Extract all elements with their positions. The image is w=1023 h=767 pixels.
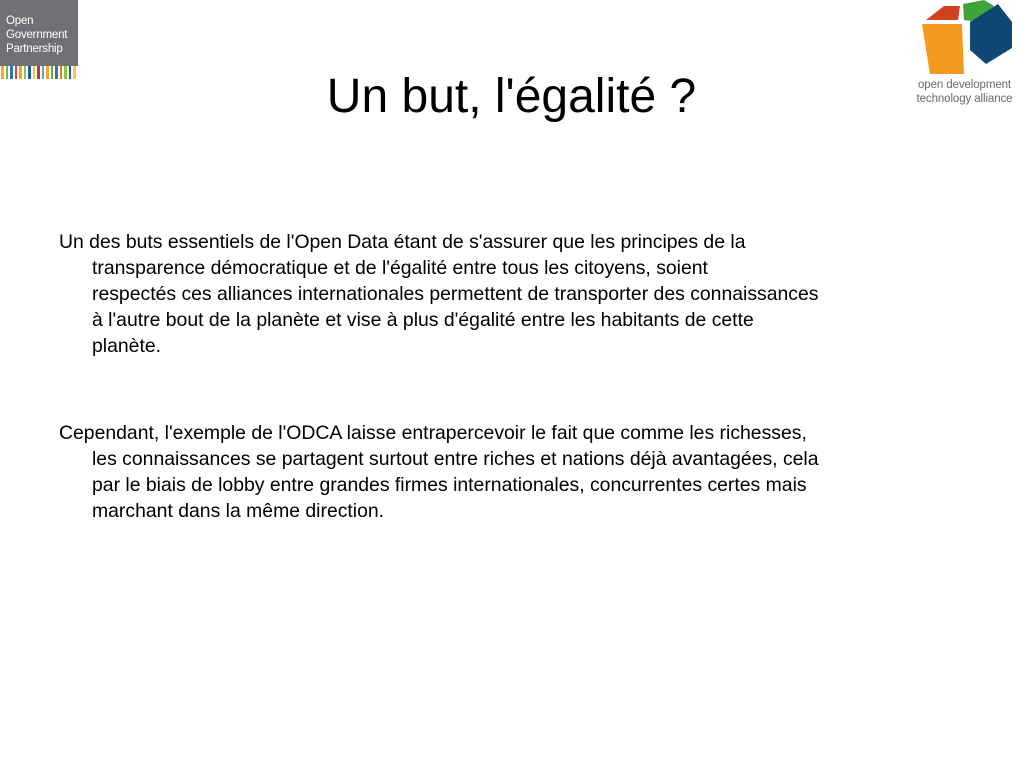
paragraph-line: transparence démocratique et de l'égalité entre tous les citoyens, soient bbox=[92, 257, 708, 279]
odca-cube-mark bbox=[920, 0, 1014, 76]
ogp-logo-text bbox=[6, 14, 67, 56]
body-paragraph bbox=[59, 420, 819, 524]
paragraph-line: Un des buts essentiels de l'Open Data étant de s'assurer que les principes de la bbox=[59, 231, 746, 253]
odca-logo-line: open development bbox=[917, 79, 1012, 91]
slide-title: Un but, l'égalité ? bbox=[326, 70, 697, 123]
ogp-logo-line: Government bbox=[6, 29, 68, 41]
paragraph-line: marchant dans la même direction. bbox=[92, 500, 385, 522]
body-paragraph bbox=[59, 229, 818, 359]
ogp-logo-line: Partnership bbox=[6, 43, 63, 55]
paragraph-line: à l'autre bout de la planète et vise à plus d'égalité entre les habitants de cette bbox=[92, 309, 754, 331]
ogp-logo-line: Open bbox=[6, 15, 34, 27]
paragraph-line: respectés ces alliances internationales permettent de transporter des connaissances bbox=[92, 283, 819, 305]
paragraph-line: les connaissances se partagent surtout entre riches et nations déjà avantagées, cela bbox=[92, 448, 819, 470]
paragraph-line: planète. bbox=[92, 335, 162, 357]
odca-logo-line: technology alliance bbox=[916, 93, 1013, 105]
paragraph-line: Cependant, l'exemple de l'ODCA laisse entrapercevoir le fait que comme les richesses, bbox=[59, 422, 807, 444]
paragraph-line: par le biais de lobby entre grandes firmes internationales, concurrentes certes mais bbox=[92, 474, 807, 496]
